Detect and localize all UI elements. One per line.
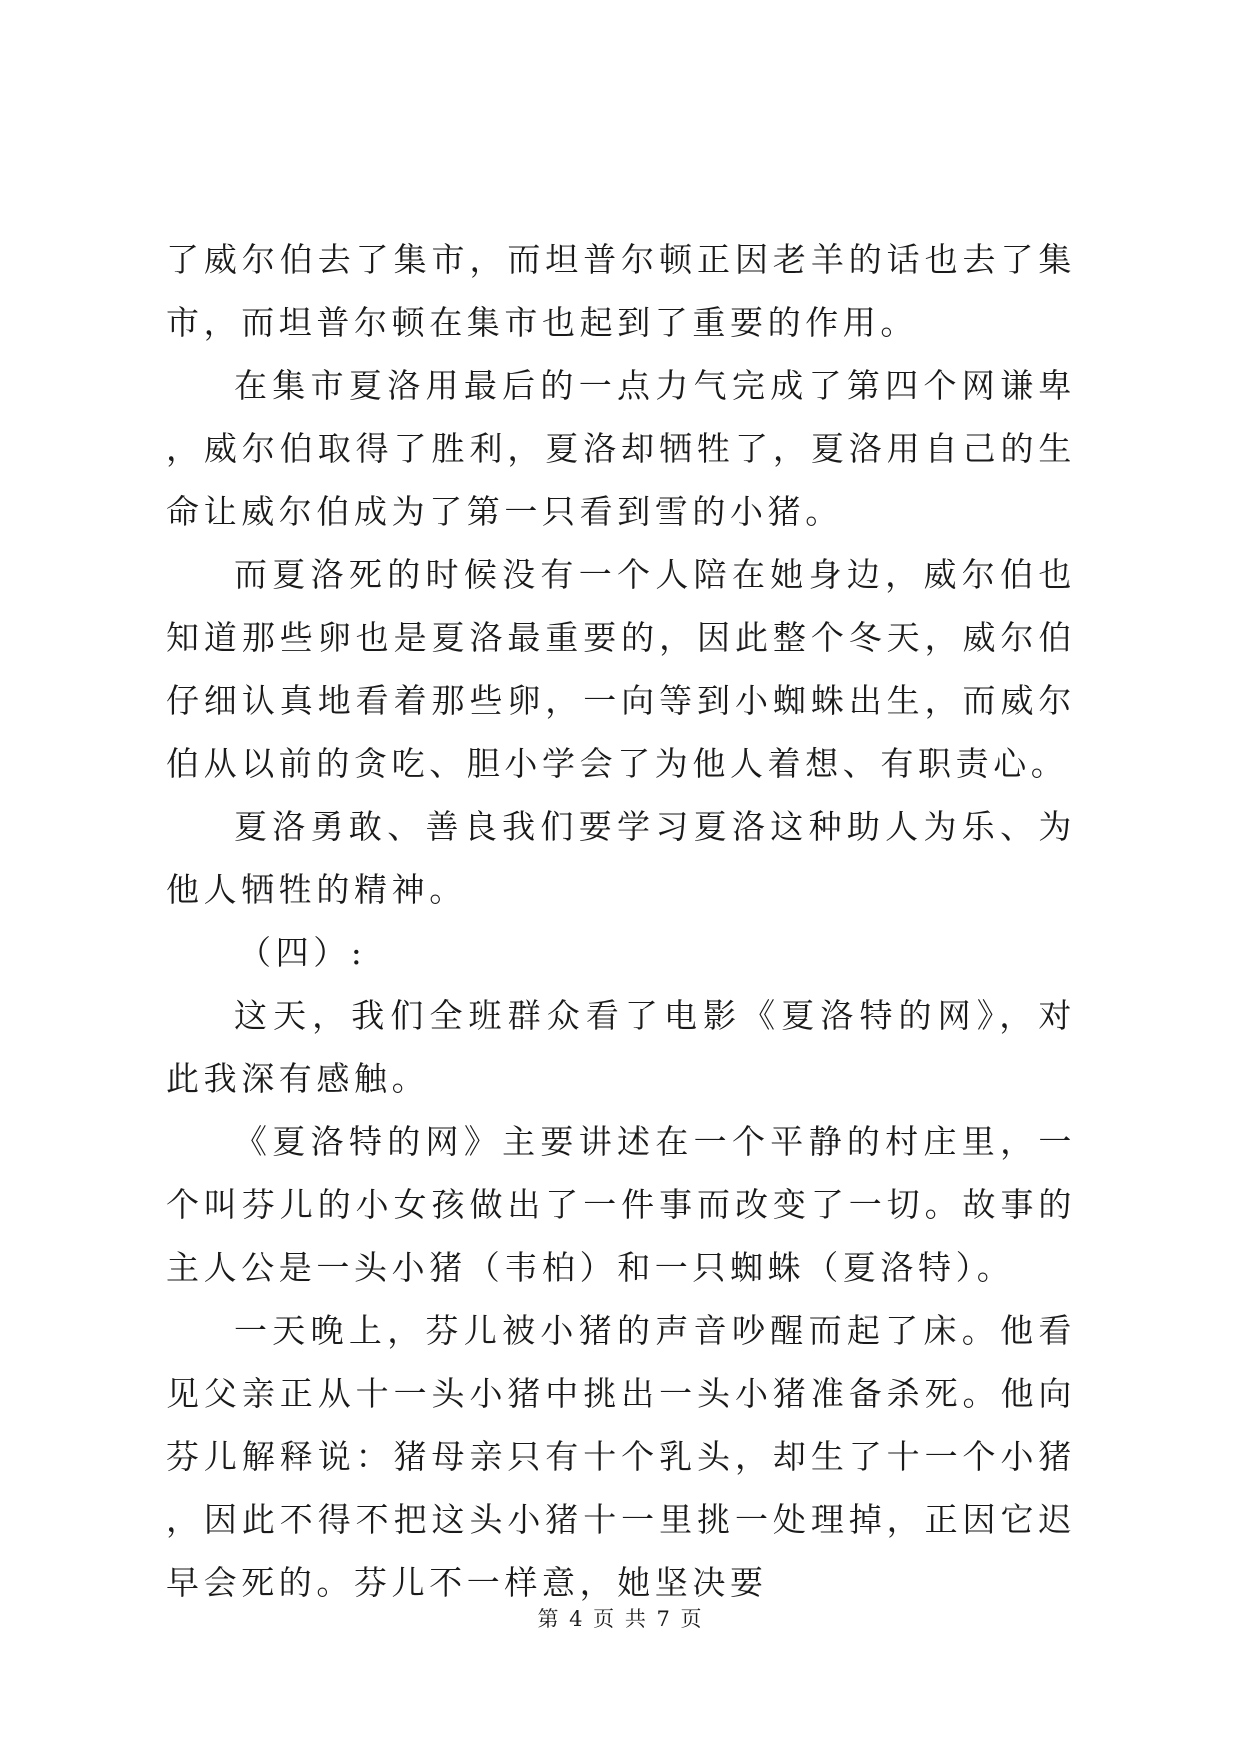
paragraph-story-summary: 《夏洛特的网》主要讲述在一个平静的村庄里，一个叫芬儿的小女孩做出了一件事而改变了一切。故事的主人公是一头小猪（韦柏）和一只蜘蛛（夏洛特）。 bbox=[166, 1122, 1076, 1287]
page-number-footer: 第 4 页 共 7 页 bbox=[537, 1607, 704, 1631]
paragraph-charlotte-sacrifice: 在集市夏洛用最后的一点力气完成了第四个网谦卑，威尔伯取得了胜利，夏洛却牺牲了，夏洛用自己的生命让威尔伯成为了第一只看到雪的小猪。 bbox=[166, 366, 1076, 531]
paragraph-continued: 了威尔伯去了集市，而坦普尔顿正因老羊的话也去了集市，而坦普尔顿在集市也起到了重要的作用。 bbox=[166, 240, 1076, 342]
paragraph-wilbur-eggs: 而夏洛死的时候没有一个人陪在她身边，威尔伯也知道那些卵也是夏洛最重要的，因此整个冬天，威尔伯仔细认真地看着那些卵，一向等到小蜘蛛出生，而威尔伯从以前的贪吃、胆小学会了为他人着想、有职责心。 bbox=[166, 555, 1076, 783]
paragraph-charlotte-virtue: 夏洛勇敢、善良我们要学习夏洛这种助人为乐、为他人牺牲的精神。 bbox=[166, 807, 1076, 909]
document-body bbox=[166, 228, 1076, 1614]
paragraph-fern-night: 一天晚上，芬儿被小猪的声音吵醒而起了床。他看见父亲正从十一头小猪中挑出一头小猪准备杀死。他向芬儿解释说：猪母亲只有十个乳头，却生了十一个小猪，因此不得不把这头小猪十一里挑一处理掉，正因它迟早会死的。芬儿不一样意，她坚决要 bbox=[166, 1311, 1076, 1602]
section-heading-four: （四）: bbox=[238, 933, 367, 972]
paragraph-movie-watch: 这天，我们全班群众看了电影《夏洛特的网》，对此我深有感触。 bbox=[166, 996, 1076, 1098]
